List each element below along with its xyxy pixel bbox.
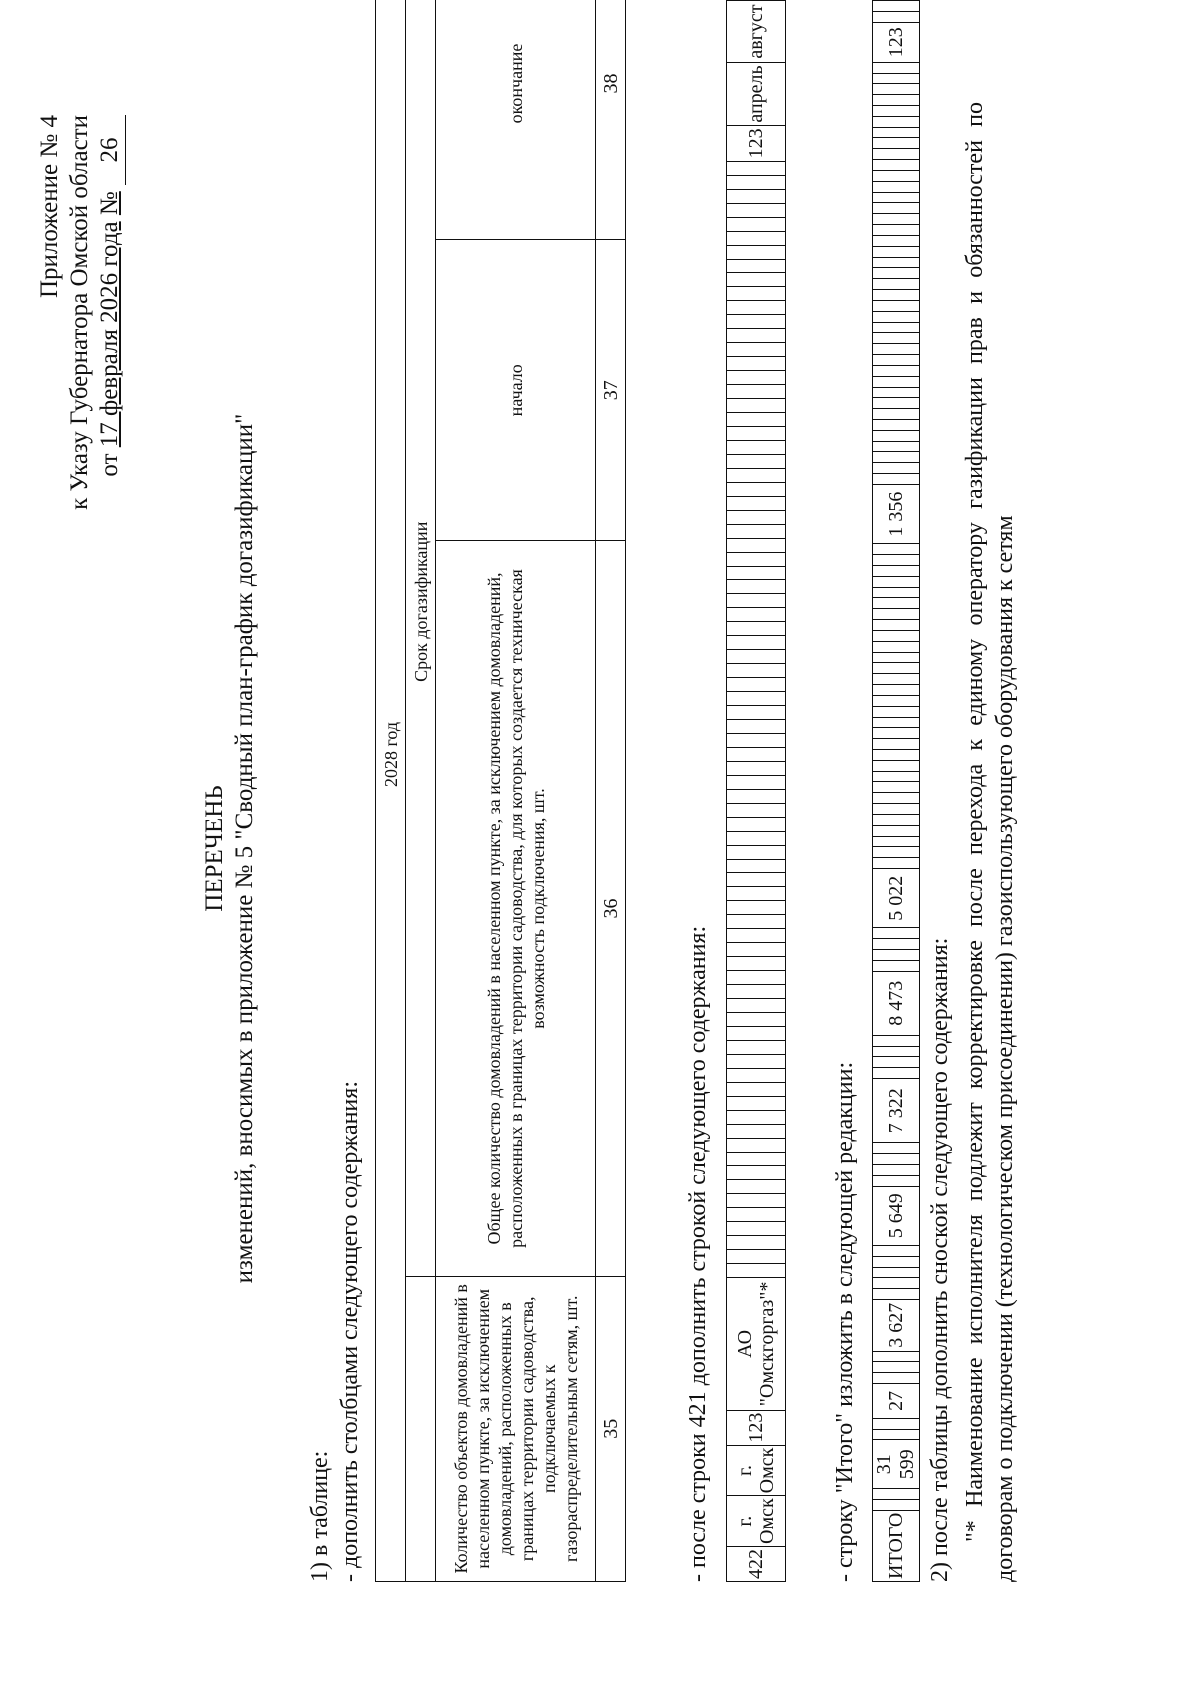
empty-cell xyxy=(727,329,786,343)
total-row-table xyxy=(872,0,920,1582)
total-value: 31 599 xyxy=(873,1440,920,1489)
city-cell: г. Омск xyxy=(727,1496,786,1547)
empty-cell xyxy=(727,566,786,580)
empty-cell xyxy=(727,733,786,747)
empty-cell xyxy=(873,760,920,771)
empty-cell xyxy=(873,160,920,171)
empty-cell xyxy=(727,245,786,259)
empty-cell xyxy=(727,831,786,845)
empty-cell xyxy=(873,1278,920,1289)
empty-cell xyxy=(873,847,920,858)
empty-cell xyxy=(873,1418,920,1429)
empty-cell xyxy=(873,620,920,631)
empty-cell xyxy=(727,929,786,943)
col37-header: начало xyxy=(436,240,596,541)
empty-cell xyxy=(727,1026,786,1040)
empty-cell xyxy=(727,231,786,245)
empty-cell xyxy=(873,1035,920,1046)
footnote-body: "* Наименование исполнителя подлежит корректировке после перехода к единому оператору газификации прав и обязанностей по договорам о подключении (технологическом присоединении) газоиспользующего оборудования к сетям xyxy=(962,102,1018,1582)
total-value: 5 649 xyxy=(873,1186,920,1245)
empty-cell xyxy=(727,399,786,413)
empty-cell xyxy=(727,971,786,985)
empty-cell xyxy=(727,1068,786,1082)
empty-cell xyxy=(873,576,920,587)
empty-cell xyxy=(727,594,786,608)
empty-cell xyxy=(727,761,786,775)
empty-cell xyxy=(873,127,920,138)
decree-date-line xyxy=(95,115,126,510)
total-value: 123 xyxy=(873,22,920,62)
empty-cell xyxy=(727,482,786,496)
empty-cell xyxy=(873,1143,920,1154)
columns-table xyxy=(375,0,626,1582)
instruction-1-sub: - дополнить столбцами следующего содержания: xyxy=(337,1081,363,1582)
empty-cell xyxy=(873,1351,920,1362)
instruction-2: 2) после таблицы дополнить сноской следующего содержания: xyxy=(927,937,953,1582)
new-row-table xyxy=(726,0,786,1582)
empty-cell xyxy=(727,1082,786,1096)
empty-cell xyxy=(873,587,920,598)
empty-cell xyxy=(727,468,786,482)
empty-cell xyxy=(727,524,786,538)
empty-cell xyxy=(727,343,786,357)
empty-cell xyxy=(873,598,920,609)
empty-cell xyxy=(873,814,920,825)
empty-cell xyxy=(727,203,786,217)
title-sub: изменений, вносимых в приложение № 5 "Сводный план-график догазификации" xyxy=(231,413,258,1284)
col-number: 35 xyxy=(596,1276,626,1581)
empty-cell xyxy=(727,650,786,664)
empty-cell xyxy=(727,608,786,622)
empty-cell xyxy=(727,775,786,789)
col-number: 37 xyxy=(596,240,626,541)
empty-cell xyxy=(727,678,786,692)
year-header: 2028 год xyxy=(376,0,406,1582)
empty-cell xyxy=(873,1499,920,1510)
empty-cell xyxy=(727,622,786,636)
empty-cell xyxy=(727,1264,786,1278)
total-value: 5 022 xyxy=(873,869,920,928)
empty-cell xyxy=(873,290,920,301)
empty-cell xyxy=(727,873,786,887)
empty-cell xyxy=(873,750,920,761)
empty-cell xyxy=(873,1289,920,1300)
empty-cell xyxy=(727,720,786,734)
empty-cell xyxy=(727,413,786,427)
empty-cell xyxy=(873,279,920,290)
empty-cell xyxy=(873,62,920,73)
empty-cell xyxy=(873,641,920,652)
empty-cell xyxy=(873,333,920,344)
empty-cell xyxy=(873,474,920,485)
empty-cell xyxy=(873,1046,920,1057)
empty-cell xyxy=(727,1250,786,1264)
empty-cell xyxy=(873,928,920,939)
empty-cell xyxy=(873,214,920,225)
footnote-text xyxy=(960,102,1020,1582)
empty-cell xyxy=(873,170,920,181)
empty-cell xyxy=(727,1013,786,1027)
empty-cell xyxy=(873,95,920,106)
instruction-itogo: - строку "Итого" изложить в следующей редакции: xyxy=(832,1061,858,1582)
empty-cell xyxy=(873,344,920,355)
empty-cell xyxy=(727,845,786,859)
empty-cell xyxy=(727,357,786,371)
empty-cell xyxy=(727,552,786,566)
empty-cell xyxy=(727,301,786,315)
empty-cell xyxy=(727,1194,786,1208)
empty-cell xyxy=(873,1256,920,1267)
value-cell: 123 xyxy=(727,1410,786,1445)
empty-cell xyxy=(873,858,920,869)
empty-cell xyxy=(727,454,786,468)
empty-cell xyxy=(873,960,920,971)
empty-cell xyxy=(727,315,786,329)
empty-cell xyxy=(873,84,920,95)
number-label: № xyxy=(96,191,123,216)
empty-cell xyxy=(727,1222,786,1236)
empty-cell xyxy=(727,1110,786,1124)
empty-cell xyxy=(873,609,920,620)
city-cell: г. Омск xyxy=(727,1445,786,1496)
empty-cell xyxy=(873,365,920,376)
empty-cell xyxy=(727,1138,786,1152)
empty-cell xyxy=(873,192,920,203)
empty-cell xyxy=(727,1180,786,1194)
empty-cell xyxy=(873,181,920,192)
empty-cell xyxy=(727,538,786,552)
empty-cell xyxy=(873,235,920,246)
empty-cell xyxy=(873,398,920,409)
empty-cell xyxy=(873,106,920,117)
empty-cell xyxy=(873,836,920,847)
empty-cell xyxy=(873,420,920,431)
col38-header: окончание xyxy=(436,0,596,240)
empty-cell xyxy=(873,257,920,268)
col36-header: Общее количество домовладений в населенном пункте, за исключением домовладений, расположенных в границах территории садоводства, для которых создается техническая возможность подключения, шт. xyxy=(436,541,596,1276)
empty-cell xyxy=(727,985,786,999)
empty-cell xyxy=(873,793,920,804)
empty-cell xyxy=(873,300,920,311)
empty-cell xyxy=(873,225,920,236)
empty-cell xyxy=(873,630,920,641)
empty-cell xyxy=(727,217,786,231)
total-value: 3 627 xyxy=(873,1300,920,1352)
col-number: 36 xyxy=(596,541,626,1276)
empty-cell xyxy=(727,1152,786,1166)
total-value: 27 xyxy=(873,1384,920,1419)
empty-cell xyxy=(873,1362,920,1373)
empty-cell xyxy=(873,739,920,750)
empty-cell xyxy=(873,376,920,387)
empty-cell xyxy=(873,706,920,717)
empty-cell xyxy=(873,441,920,452)
empty-cell xyxy=(727,161,786,175)
start-month: апрель xyxy=(727,63,786,126)
empty-cell xyxy=(873,939,920,950)
total-label: ИТОГО xyxy=(873,1510,920,1581)
empty-cell xyxy=(727,915,786,929)
empty-cell xyxy=(727,817,786,831)
empty-cell xyxy=(873,73,920,84)
appendix-header xyxy=(35,115,126,510)
empty-cell xyxy=(727,510,786,524)
empty-cell xyxy=(873,782,920,793)
empty-cell xyxy=(727,901,786,915)
empty-cell xyxy=(727,273,786,287)
empty-cell xyxy=(873,1068,920,1079)
title-main: ПЕРЕЧЕНЬ xyxy=(201,785,228,912)
empty-cell xyxy=(873,565,920,576)
empty-cell xyxy=(873,203,920,214)
empty-cell xyxy=(727,175,786,189)
empty-cell xyxy=(873,1488,920,1499)
empty-cell xyxy=(727,371,786,385)
total-value: 7 322 xyxy=(873,1079,920,1143)
spacer-cell xyxy=(406,1276,436,1581)
empty-cell xyxy=(873,663,920,674)
empty-cell xyxy=(873,728,920,739)
empty-cell xyxy=(727,943,786,957)
empty-cell xyxy=(727,440,786,454)
empty-cell xyxy=(727,580,786,594)
empty-cell xyxy=(873,322,920,333)
total-value: 8 473 xyxy=(873,971,920,1035)
empty-cell xyxy=(727,1124,786,1138)
empty-cell xyxy=(873,1245,920,1256)
empty-cell xyxy=(873,695,920,706)
empty-cell xyxy=(873,555,920,566)
decree-date: 17 февраля 2026 года xyxy=(96,221,123,448)
empty-cell xyxy=(873,1175,920,1186)
empty-cell xyxy=(727,1236,786,1250)
deadline-header: Срок догазификации xyxy=(406,0,436,1276)
empty-cell xyxy=(873,430,920,441)
appendix-number: Приложение № 4 xyxy=(36,115,63,299)
empty-cell xyxy=(727,1096,786,1110)
empty-cell xyxy=(727,189,786,203)
empty-cell xyxy=(727,496,786,510)
col35-header: Количество объектов домовладений в населенном пункте, за исключением домовладений, расположенных в границах территории садоводства, подключаемых к газораспределительным сетям, шт. xyxy=(436,1276,596,1581)
empty-cell xyxy=(727,1166,786,1180)
empty-cell xyxy=(727,1054,786,1068)
empty-cell xyxy=(727,1208,786,1222)
instruction-after-row: - после строки 421 дополнить строкой следующего содержания: xyxy=(685,925,711,1582)
empty-cell xyxy=(727,789,786,803)
total-value: 1 356 xyxy=(873,484,920,543)
end-month: август xyxy=(727,1,786,63)
date-prefix: от xyxy=(96,453,123,477)
empty-cell xyxy=(873,1164,920,1175)
empty-cell xyxy=(727,803,786,817)
empty-cell xyxy=(727,859,786,873)
empty-cell xyxy=(727,287,786,301)
empty-cell xyxy=(727,999,786,1013)
empty-cell xyxy=(873,804,920,815)
empty-cell xyxy=(727,1040,786,1054)
empty-cell xyxy=(873,1267,920,1278)
empty-cell xyxy=(727,706,786,720)
empty-cell xyxy=(727,887,786,901)
organization-cell: АО "Омскгоргаз"* xyxy=(727,1278,786,1411)
empty-cell xyxy=(873,246,920,257)
empty-cell xyxy=(873,409,920,420)
empty-cell xyxy=(873,950,920,961)
empty-cell xyxy=(727,747,786,761)
empty-cell xyxy=(873,268,920,279)
empty-cell xyxy=(727,385,786,399)
empty-cell xyxy=(873,138,920,149)
empty-cell xyxy=(727,259,786,273)
value-cell: 123 xyxy=(727,125,786,161)
empty-cell xyxy=(873,12,920,23)
empty-cell xyxy=(873,685,920,696)
empty-cell xyxy=(727,957,786,971)
instruction-1: 1) в таблице: xyxy=(307,1450,333,1582)
empty-cell xyxy=(873,116,920,127)
empty-cell xyxy=(873,825,920,836)
decree-number: 26 xyxy=(95,115,126,185)
empty-cell xyxy=(873,771,920,782)
empty-cell xyxy=(873,674,920,685)
empty-cell xyxy=(873,717,920,728)
empty-cell xyxy=(873,149,920,160)
empty-cell xyxy=(873,1,920,12)
empty-cell xyxy=(727,664,786,678)
empty-cell xyxy=(873,544,920,555)
empty-cell xyxy=(873,1057,920,1068)
empty-cell xyxy=(727,636,786,650)
empty-cell xyxy=(873,452,920,463)
empty-cell xyxy=(873,1429,920,1440)
empty-cell xyxy=(727,426,786,440)
empty-cell xyxy=(873,1154,920,1165)
row-number: 422 xyxy=(727,1547,786,1582)
empty-cell xyxy=(873,311,920,322)
empty-cell xyxy=(873,463,920,474)
decree-reference: к Указу Губернатора Омской области xyxy=(66,115,93,510)
empty-cell xyxy=(873,355,920,366)
document-title xyxy=(200,0,260,1697)
empty-cell xyxy=(873,1373,920,1384)
empty-cell xyxy=(873,652,920,663)
empty-cell xyxy=(873,387,920,398)
col-number: 38 xyxy=(596,0,626,240)
empty-cell xyxy=(727,692,786,706)
